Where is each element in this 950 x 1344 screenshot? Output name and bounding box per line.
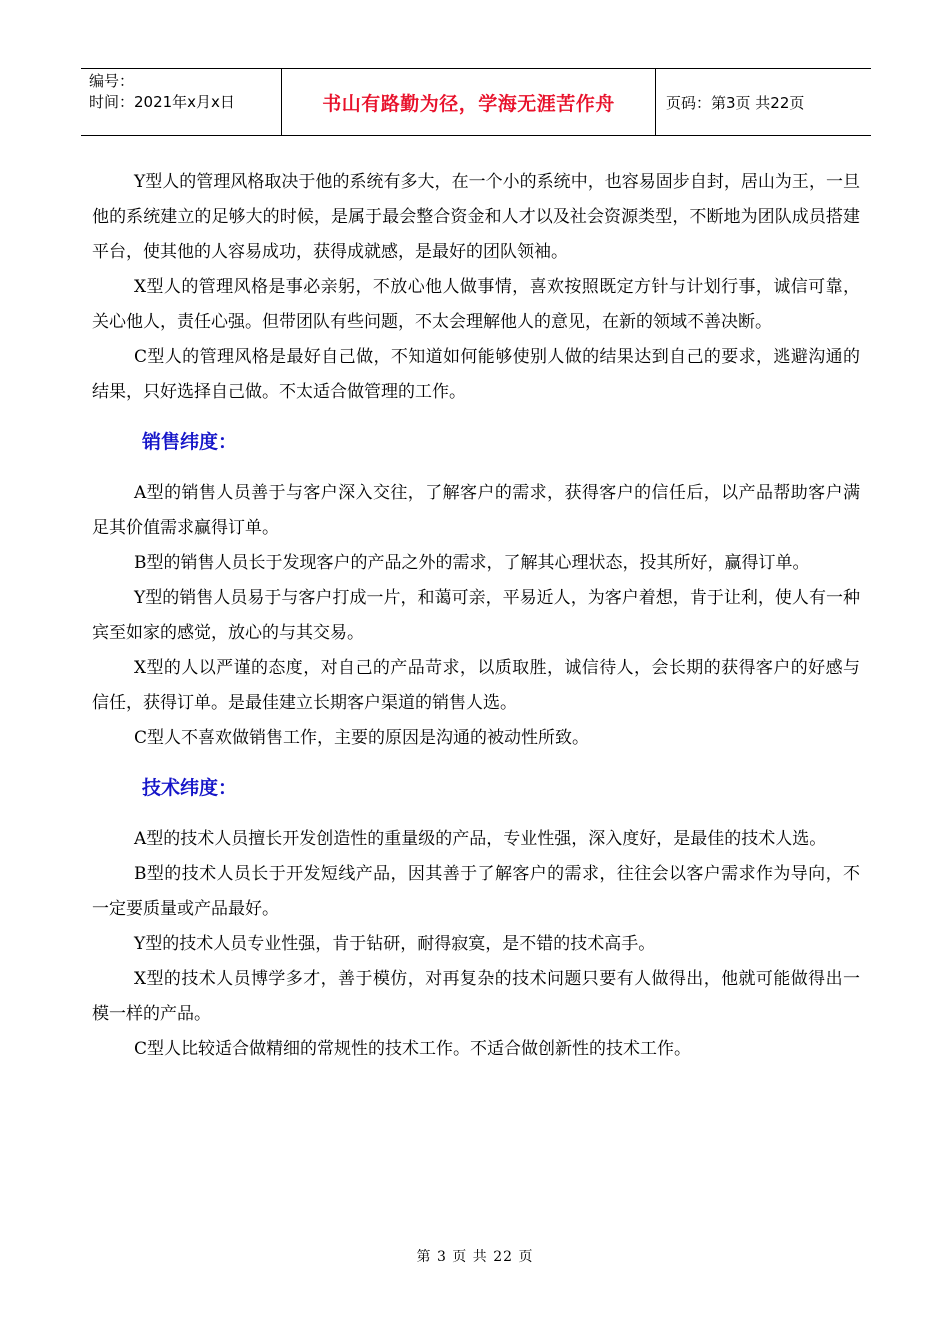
paragraph-y-management: Y型人的管理风格取决于他的系统有多大，在一个小的系统中，也容易固步自封，居山为王，一旦他的系统建立的足够大的时候，是属于最会整合资金和人才以及社会资源类型，不断地为团队成员搭建平台，使其他的人容易成功，获得成就感，是最好的团队领袖。 xyxy=(92,172,860,262)
page-footer: 第 3 页 共 22 页 xyxy=(416,1249,534,1265)
paragraph-sales-b: B型的销售人员长于发现客户的产品之外的需求，了解其心理状态，投其所好，赢得订单。 xyxy=(134,553,810,573)
paragraph-tech-y: Y型的技术人员专业性强，肯于钻研，耐得寂寞，是不错的技术高手。 xyxy=(134,934,656,954)
section-heading-tech: 技术纬度： xyxy=(142,777,238,799)
document-number-label: 编号： xyxy=(89,72,135,90)
document-date-label: 时间：2021年x月x日 xyxy=(89,93,235,111)
section-heading-sales: 销售纬度： xyxy=(142,431,238,453)
paragraph-c-management: C型人的管理风格是最好自己做，不知道如何能够使别人做的结果达到自己的要求，逃避沟通的结果，只好选择自己做。不太适合做管理的工作。 xyxy=(92,347,860,402)
header-meta-cell xyxy=(81,69,282,135)
paragraph-sales-c: C型人不喜欢做销售工作，主要的原因是沟通的被动性所致。 xyxy=(134,728,590,748)
header-page-number: 页码：第3页 共22页 xyxy=(666,93,805,112)
page-header xyxy=(81,68,871,136)
paragraph-tech-b: B型的技术人员长于开发短线产品，因其善于了解客户的需求，往往会以客户需求作为导向，不一定要质量或产品最好。 xyxy=(92,864,860,919)
paragraph-tech-x: X型的技术人员博学多才，善于模仿，对再复杂的技术问题只要有人做得出，他就可能做得出一模一样的产品。 xyxy=(92,969,860,1024)
paragraph-tech-a: A型的技术人员擅长开发创造性的重量级的产品，专业性强，深入度好，是最佳的技术人选。 xyxy=(134,829,827,849)
paragraph-sales-a: A型的销售人员善于与客户深入交往，了解客户的需求，获得客户的信任后，以产品帮助客户满足其价值需求赢得订单。 xyxy=(92,483,860,538)
paragraph-tech-c: C型人比较适合做精细的常规性的技术工作。不适合做创新性的技术工作。 xyxy=(134,1039,692,1059)
paragraph-x-management: X型人的管理风格是事必亲躬，不放心他人做事情，喜欢按照既定方针与计划行事，诚信可靠，关心他人，责任心强。但带团队有些问题，不太会理解他人的意见，在新的领域不善决断。 xyxy=(92,277,860,332)
document-body xyxy=(92,165,860,1067)
paragraph-sales-y: Y型的销售人员易于与客户打成一片，和蔼可亲，平易近人，为客户着想，肯于让利，使人有一种宾至如家的感觉，放心的与其交易。 xyxy=(92,588,860,643)
paragraph-sales-x: X型的人以严谨的态度，对自己的产品苛求，以质取胜，诚信待人，会长期的获得客户的好感与信任，获得订单。是最佳建立长期客户渠道的销售人选。 xyxy=(92,658,860,713)
header-motto: 书山有路勤为径，学海无涯苦作舟 xyxy=(282,69,656,135)
